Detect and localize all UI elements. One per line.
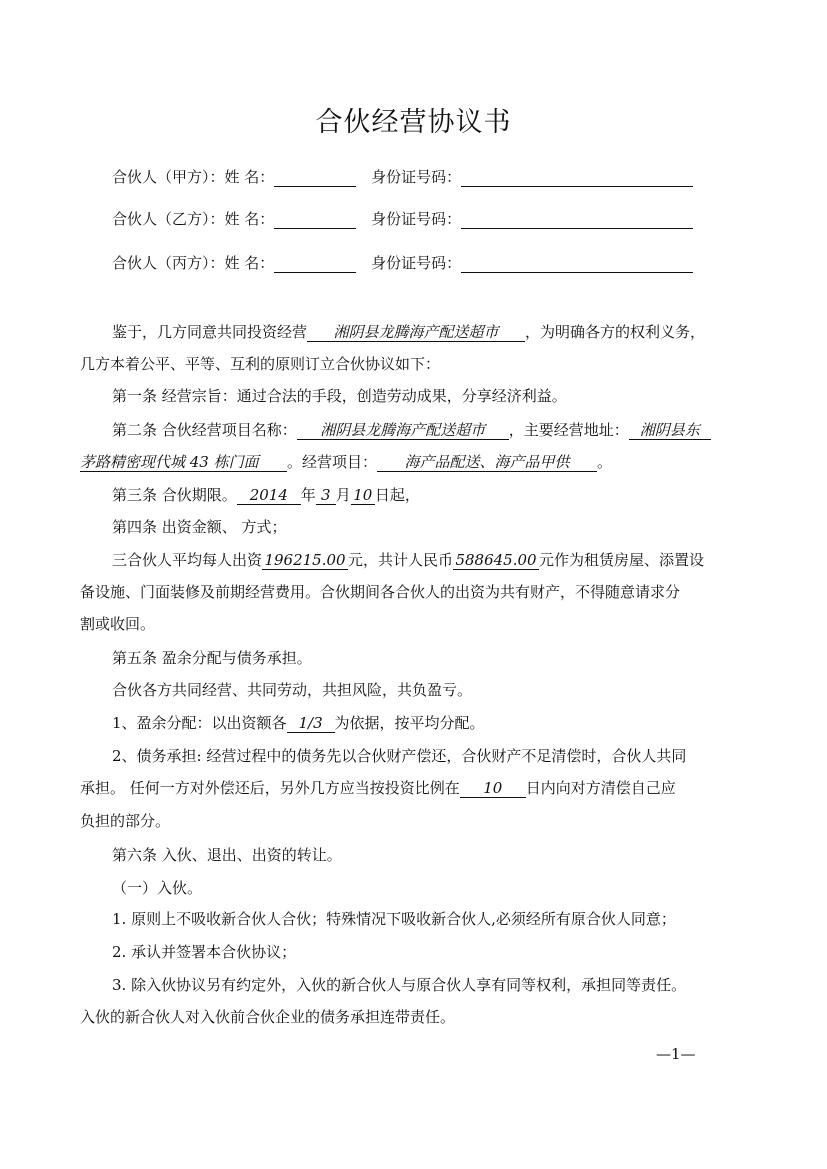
party-a-id-label: 身份证号码： [371, 168, 462, 186]
article-5-item-1-text-2: 为依据，按平均分配。 [334, 714, 485, 732]
party-a-label: 合伙人（甲方）：姓 名： [112, 168, 275, 186]
article-5-line-1: 合伙各方共同经营、共同劳动，共担风险，共负盈亏。 [112, 681, 473, 699]
article-3-year-unit: 年 [300, 486, 316, 504]
article-4-text-2: 元，共计人民币 [348, 551, 454, 569]
article-2-text-2: ，主要经营地址： [508, 421, 629, 439]
article-4-heading: 第四条 出资金额、 方式； [112, 518, 287, 536]
party-c-label: 合伙人（丙方）：姓 名： [112, 254, 275, 272]
article-4-each-amount: 196215.00 [262, 552, 348, 570]
article-2-text-1: 第二条 合伙经营项目名称： [112, 421, 297, 439]
party-b-id-blank [461, 228, 693, 229]
article-5-item-2-text-1: 承担。 任何一方对外偿还后，另外几方应当按投资比例在 [80, 779, 460, 797]
article-4-total-amount: 588645.00 [453, 552, 539, 570]
preamble-text-2: ，为明确各方的权利义务， [525, 323, 706, 341]
party-a-name-blank [274, 186, 356, 187]
article-5-days: 10 [460, 780, 526, 798]
party-a-row [112, 166, 693, 187]
article-2-line-2 [80, 451, 612, 473]
article-5-item-1-text-1: 1、盈余分配：以出资额各 [112, 714, 287, 732]
article-5-item-2-line-3: 负担的部分。 [80, 812, 171, 830]
party-b-name-blank [274, 228, 356, 229]
article-4-line-2: 备设施、门面装修及前期经营费用。合伙期间各合伙人的出资为共有财产，不得随意请求分 [80, 583, 681, 601]
preamble-text-1: 鉴于，几方同意共同投资经营 [112, 323, 308, 341]
article-3 [112, 484, 420, 506]
article-5-item-2-line-2 [80, 777, 676, 799]
party-a-id-blank [461, 186, 693, 187]
article-2-address-part-1: 湘阴县东 [629, 422, 711, 440]
party-b-label: 合伙人（乙方）：姓 名： [112, 210, 275, 228]
document-title: 合伙经营协议书 [315, 107, 512, 138]
article-5-item-2-text-2: 日内向对方清偿自己应 [525, 779, 676, 797]
article-6-item-1: 1. 原则上不吸收新合伙人合伙；特殊情况下吸收新合伙人,必须经所有原合伙人同意； [112, 910, 676, 928]
article-2-address-part-2: 茅路精密现代城 43 栋门面 [80, 454, 287, 472]
article-3-year: 2014 [237, 487, 301, 505]
page-number: —1— [656, 1045, 696, 1063]
preamble-store-name: 湘阴县龙腾海产配送超市 [307, 324, 525, 342]
article-6-item-2: 2. 承认并签署本合伙协议； [112, 943, 297, 961]
preamble-line-1 [112, 321, 705, 343]
article-5-item-2-line-1: 2、债务承担: 经营过程中的债务先以合伙财产偿还，合伙财产不足清偿时，合伙人共同 [112, 747, 687, 765]
party-c-id-blank [461, 272, 693, 273]
article-6-heading: 第六条 入伙、退出、出资的转让。 [112, 846, 342, 864]
article-5-share: 1/3 [287, 715, 335, 733]
article-3-day-unit: 日起， [374, 486, 420, 504]
article-4-text-3: 元作为租赁房屋、添置设 [539, 551, 705, 569]
article-3-month: 3 [316, 487, 336, 505]
party-b-id-label: 身份证号码： [371, 210, 462, 228]
article-4-text-1: 三合伙人平均每人出资 [112, 551, 263, 569]
preamble-line-2: 几方本着公平、平等、互利的原则订立合伙协议如下： [80, 355, 441, 373]
article-3-day: 10 [351, 487, 375, 505]
article-5-item-1 [112, 712, 485, 734]
party-c-name-blank [274, 272, 356, 273]
article-2-text-3: 。经营项目： [287, 453, 378, 471]
article-2-line-1 [112, 419, 711, 441]
article-1: 第一条 经营宗旨：通过合法的手段，创造劳动成果，分享经济利益。 [112, 387, 567, 405]
article-6-item-3-line-2: 入伙的新合伙人对入伙前合伙企业的债务承担连带责任。 [80, 1008, 456, 1026]
article-2-project-name: 湘阴县龙腾海产配送超市 [297, 422, 509, 440]
article-2-business-items: 海产品配送、海产品甲供 [377, 454, 597, 472]
article-5-heading: 第五条 盈余分配与债务承担。 [112, 649, 312, 667]
party-c-row [112, 252, 693, 273]
party-b-row [112, 208, 693, 229]
article-6-item-3-line-1: 3. 除入伙协议另有约定外，入伙的新合伙人与原合伙人享有同等权利，承担同等责任。 [112, 976, 687, 994]
article-3-month-unit: 月 [335, 486, 351, 504]
article-4-line-3: 割或收回。 [80, 615, 156, 633]
party-c-id-label: 身份证号码： [371, 254, 462, 272]
article-4-line-1 [112, 549, 704, 571]
article-6-sub-heading: （一）入伙。 [112, 879, 203, 897]
article-2-text-4: 。 [597, 453, 613, 471]
article-3-text: 第三条 合伙期限。 [112, 486, 237, 504]
